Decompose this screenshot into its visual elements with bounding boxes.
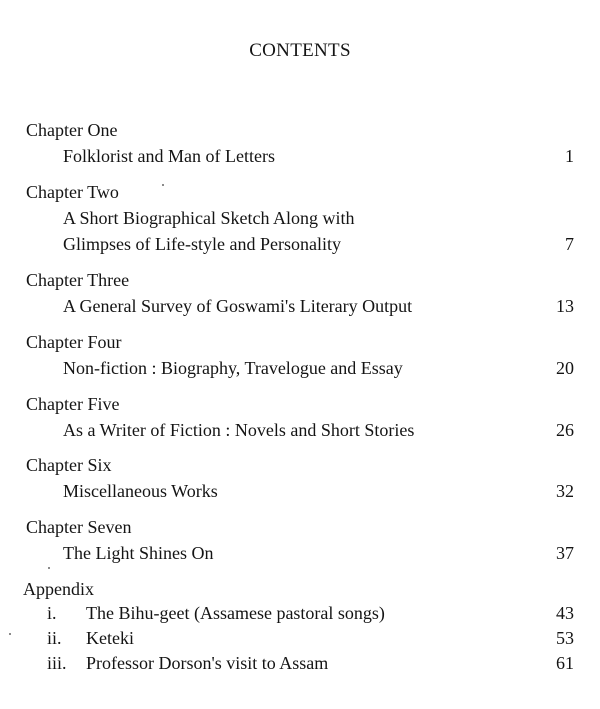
page-number: 37 xyxy=(556,543,574,563)
appendix-item-title: The Bihu-geet (Assamese pastoral songs) xyxy=(86,603,385,623)
chapter-title: Non-fiction : Biography, Travelogue and Essay xyxy=(63,358,403,378)
page-number: 32 xyxy=(556,481,574,501)
page-number: 20 xyxy=(556,358,574,378)
appendix-item-marker: i. xyxy=(47,603,57,623)
appendix-item-marker: ii. xyxy=(47,628,62,648)
appendix-label: Appendix xyxy=(23,579,94,599)
appendix-item-title: Keteki xyxy=(86,628,134,648)
page-number: 13 xyxy=(556,296,574,316)
chapter-label: Chapter Four xyxy=(26,332,122,352)
chapter-title-continued: Glimpses of Life-style and Personality xyxy=(63,234,341,254)
scan-speck xyxy=(162,184,164,186)
chapter-title: Miscellaneous Works xyxy=(63,481,218,501)
chapter-title: The Light Shines On xyxy=(63,543,214,563)
chapter-label: Chapter Two xyxy=(26,182,119,202)
appendix-item-marker: iii. xyxy=(47,653,67,673)
scan-speck xyxy=(48,567,50,569)
page-title: CONTENTS xyxy=(249,40,351,61)
scan-speck xyxy=(9,633,11,635)
chapter-label: Chapter One xyxy=(26,120,118,140)
chapter-title: A Short Biographical Sketch Along with xyxy=(63,208,355,228)
page-number: 26 xyxy=(556,420,574,440)
appendix-item-title: Professor Dorson's visit to Assam xyxy=(86,653,329,673)
chapter-title: As a Writer of Fiction : Novels and Short Stories xyxy=(63,420,415,440)
chapter-label: Chapter Six xyxy=(26,455,112,475)
page-number: 53 xyxy=(556,628,574,648)
page-number: 61 xyxy=(556,653,574,673)
page-number: 1 xyxy=(565,146,574,166)
chapter-label: Chapter Seven xyxy=(26,517,132,537)
chapter-title: Folklorist and Man of Letters xyxy=(63,146,275,166)
page-number: 7 xyxy=(565,234,574,254)
chapter-title: A General Survey of Goswami's Literary Output xyxy=(63,296,413,316)
chapter-label: Chapter Five xyxy=(26,394,120,414)
chapter-label: Chapter Three xyxy=(26,270,130,290)
page-number: 43 xyxy=(556,603,574,623)
